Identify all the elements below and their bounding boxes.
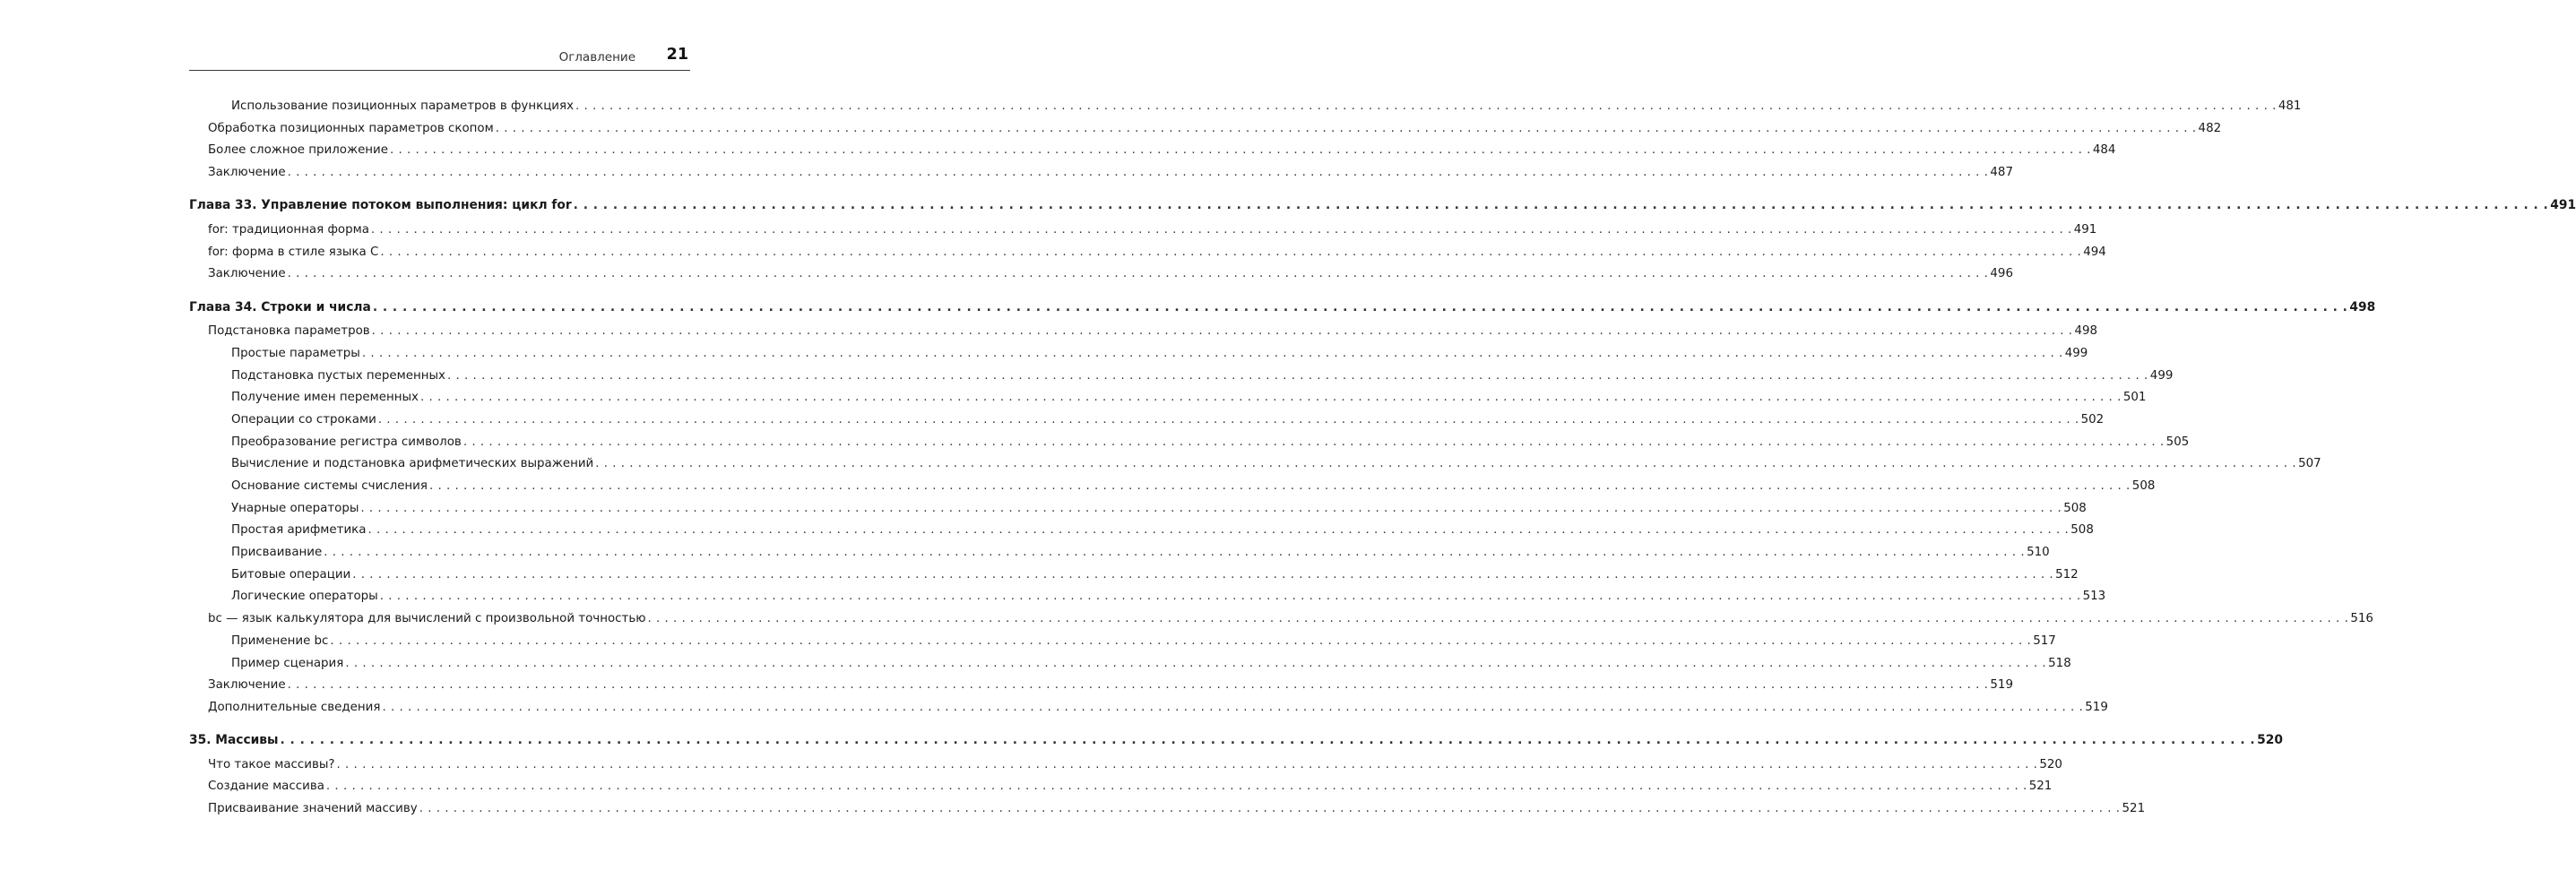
dot-leader: . . . . . . . . . . . . . . . . . . . . . . . . . . . . . . . . . . . . . . . . . . . . . . . . . . . . . . . . . . . . . . . . . . . . . . . . . . . . . . . . . . . . . . . . . . . . . . . . . . . . . . . . . . . . . . . . . . . . . . . . . . . . . . . . . . . . . . . . . . . . . . . . . . . . . . . . . . . . . . . . . . . . . . . . . . . . . . . . . . . . . . . . . . . . . . . . . . . . . . . . bbox=[462, 435, 2165, 449]
toc-entry bbox=[189, 479, 2156, 502]
toc-entry-title: Глава 34. Строки и числа bbox=[189, 299, 371, 314]
toc-entry bbox=[189, 523, 2094, 546]
dot-leader: . . . . . . . . . . . . . . . . . . . . . . . . . . . . . . . . . . . . . . . . . . . . . . . . . . . . . . . . . . . . . . . . . . . . . . . . . . . . . . . . . . . . . . . . . . . . . . . . . . . . . . . . . . . . . . . . . . . . . . . . . . . . . . . . . . . . . . . . . . . . . . . . . . . . . . . . . . . . . . . . . . . . . . . . . . . . . . . . . . . . . . . . . . . . . . . . . . . . . . . . bbox=[330, 633, 2032, 648]
dot-leader: . . . . . . . . . . . . . . . . . . . . . . . . . . . . . . . . . . . . . . . . . . . . . . . . . . . . . . . . . . . . . . . . . . . . . . . . . . . . . . . . . . . . . . . . . . . . . . . . . . . . . . . . . . . . . . . . . . . . . . . . . . . . . . . . . . . . . . . . . . . . . . . . . . . . . . . . . . . . . . . . . . . . . . . . . . . . . . . . . . . . . . . . . . . . . . . . . . . . . . . . bbox=[390, 143, 2091, 158]
toc-entry-title: Присваивание значений массиву bbox=[208, 802, 418, 816]
toc-entry-page: 520 bbox=[2257, 733, 2283, 748]
toc-entry bbox=[189, 678, 2013, 701]
dot-leader: . . . . . . . . . . . . . . . . . . . . . . . . . . . . . . . . . . . . . . . . . . . . . . . . . . . . . . . . . . . . . . . . . . . . . . . . . . . . . . . . . . . . . . . . . . . . . . . . . . . . . . . . . . . . . . . . . . . . . . . . . . . . . . . . . . . . . . . . . . . . . . . . . . . . . . . . . . . . . . . . . . . . . . . . . . . . . . . . . . . . . . . . . . . . . . . . . . . . . . . . bbox=[372, 299, 2348, 314]
dot-leader: . . . . . . . . . . . . . . . . . . . . . . . . . . . . . . . . . . . . . . . . . . . . . . . . . . . . . . . . . . . . . . . . . . . . . . . . . . . . . . . . . . . . . . . . . . . . . . . . . . . . . . . . . . . . . . . . . . . . . . . . . . . . . . . . . . . . . . . . . . . . . . . . . . . . . . . . . . . . . . . . . . . . . . . . . . . . . . . . . . . . . . . . . . . . . . . . . . . . . . . . bbox=[336, 757, 2038, 771]
dot-leader: . . . . . . . . . . . . . . . . . . . . . . . . . . . . . . . . . . . . . . . . . . . . . . . . . . . . . . . . . . . . . . . . . . . . . . . . . . . . . . . . . . . . . . . . . . . . . . . . . . . . . . . . . . . . . . . . . . . . . . . . . . . . . . . . . . . . . . . . . . . . . . . . . . . . . . . . . . . . . . . . . . . . . . . . . . . . . . . . . . . . . . . . . . . . . . . . . . . . . . . . bbox=[361, 346, 2063, 360]
toc-entry-page: 491 bbox=[2550, 198, 2576, 213]
dot-leader: . . . . . . . . . . . . . . . . . . . . . . . . . . . . . . . . . . . . . . . . . . . . . . . . . . . . . . . . . . . . . . . . . . . . . . . . . . . . . . . . . . . . . . . . . . . . . . . . . . . . . . . . . . . . . . . . . . . . . . . . . . . . . . . . . . . . . . . . . . . . . . . . . . . . . . . . . . . . . . . . . . . . . . . . . . . . . . . . . . . . . . . . . . . . . . . . . . . . . . . . bbox=[360, 501, 2062, 515]
toc-entry-page: 520 bbox=[2039, 757, 2062, 771]
toc-entry bbox=[189, 267, 2013, 289]
toc-entry-title: Подстановка параметров bbox=[208, 324, 370, 339]
toc-entry-title: Более сложное приложение bbox=[208, 143, 388, 158]
toc-entry-page: 502 bbox=[2080, 412, 2105, 426]
toc-entry bbox=[189, 121, 2222, 144]
toc-entry bbox=[189, 166, 2013, 188]
toc-entry-page: 510 bbox=[2027, 546, 2050, 560]
toc-entry-page: 496 bbox=[1990, 267, 2013, 281]
toc-entry-page: 519 bbox=[2085, 700, 2108, 714]
toc-entry-page: 508 bbox=[2070, 523, 2094, 538]
toc-entry bbox=[189, 656, 2071, 679]
dot-leader: . . . . . . . . . . . . . . . . . . . . . . . . . . . . . . . . . . . . . . . . . . . . . . . . . . . . . . . . . . . . . . . . . . . . . . . . . . . . . . . . . . . . . . . . . . . . . . . . . . . . . . . . . . . . . . . . . . . . . . . . . . . . . . . . . . . . . . . . . . . . . . . . . . . . . . . . . . . . . . . . . . . . . . . . . . . . . . . . . . . . . . . . . . . . . . . . . . . . . . . . bbox=[371, 324, 2073, 339]
toc-entry-title: Унарные операторы bbox=[231, 501, 359, 515]
toc-entry bbox=[189, 633, 2056, 657]
toc-entry-title: for: традиционная форма bbox=[208, 222, 369, 237]
toc-entry-page: 487 bbox=[1990, 166, 2013, 180]
toc-entry bbox=[189, 501, 2087, 524]
toc-entry-page: 494 bbox=[2083, 245, 2106, 259]
toc-entry bbox=[189, 590, 2106, 612]
toc-entry bbox=[189, 245, 2106, 268]
dot-leader: . . . . . . . . . . . . . . . . . . . . . . . . . . . . . . . . . . . . . . . . . . . . . . . . . . . . . . . . . . . . . . . . . . . . . . . . . . . . . . . . . . . . . . . . . . . . . . . . . . . . . . . . . . . . . . . . . . . . . . . . . . . . . . . . . . . . . . . . . . . . . . . . . . . . . . . . . . . . . . . . . . . . . . . . . . . . . . . . . . . . . . . . . . . . . . . . . . . . . . . . bbox=[595, 457, 2297, 471]
toc-entry bbox=[189, 391, 2147, 413]
toc-entry-title: Подстановка пустых переменных bbox=[231, 368, 445, 383]
dot-leader: . . . . . . . . . . . . . . . . . . . . . . . . . . . . . . . . . . . . . . . . . . . . . . . . . . . . . . . . . . . . . . . . . . . . . . . . . . . . . . . . . . . . . . . . . . . . . . . . . . . . . . . . . . . . . . . . . . . . . . . . . . . . . . . . . . . . . . . . . . . . . . . . . . . . . . . . . . . . . . . . . . . . . . . . . . . . . . . . . . . . . . . . . . . . . . . . . . . . . . . . bbox=[324, 546, 2026, 560]
toc-entry-page: 508 bbox=[2131, 479, 2156, 493]
toc-entry-title: Применение bc bbox=[231, 633, 329, 648]
toc-entry-title: bc — язык калькулятора для вычислений с произвольной точностью bbox=[208, 612, 646, 626]
toc-entry bbox=[189, 435, 2190, 458]
toc-entry-title: for: форма в стиле языка C bbox=[208, 245, 379, 259]
toc-entry bbox=[189, 412, 2105, 435]
table-of-contents bbox=[189, 99, 2576, 824]
toc-entry-title: Присваивание bbox=[231, 546, 323, 560]
toc-entry-page: 519 bbox=[1990, 678, 2013, 693]
dot-leader: . . . . . . . . . . . . . . . . . . . . . . . . . . . . . . . . . . . . . . . . . . . . . . . . . . . . . . . . . . . . . . . . . . . . . . . . . . . . . . . . . . . . . . . . . . . . . . . . . . . . . . . . . . . . . . . . . . . . . . . . . . . . . . . . . . . . . . . . . . . . . . . . . . . . . . . . . . . . . . . . . . . . . . . . . . . . . . . . . . . . . . . . . . . . . . . . . . . . . . . . bbox=[419, 802, 2121, 816]
toc-entry-title: Создание массива bbox=[208, 780, 324, 794]
toc-entry-page: 481 bbox=[2278, 99, 2302, 113]
dot-leader: . . . . . . . . . . . . . . . . . . . . . . . . . . . . . . . . . . . . . . . . . . . . . . . . . . . . . . . . . . . . . . . . . . . . . . . . . . . . . . . . . . . . . . . . . . . . . . . . . . . . . . . . . . . . . . . . . . . . . . . . . . . . . . . . . . . . . . . . . . . . . . . . . . . . . . . . . . . . . . . . . . . . . . . . . . . . . . . . . . . . . . . . . . . . . . . . . . . . . . . . bbox=[379, 590, 2081, 604]
toc-entry-page: 521 bbox=[2122, 802, 2146, 816]
toc-entry bbox=[189, 99, 2302, 122]
dot-leader: . . . . . . . . . . . . . . . . . . . . . . . . . . . . . . . . . . . . . . . . . . . . . . . . . . . . . . . . . . . . . . . . . . . . . . . . . . . . . . . . . . . . . . . . . . . . . . . . . . . . . . . . . . . . . . . . . . . . . . . . . . . . . . . . . . . . . . . . . . . . . . . . . . . . . . . . . . . . . . . . . . . . . . . . . . . . . . . . . . . . . . . . . . . . . . . . . . . . . . . . bbox=[370, 222, 2072, 237]
toc-entry-title: Заключение bbox=[208, 267, 286, 281]
toc-entry-title: Что такое массивы? bbox=[208, 757, 335, 771]
toc-entry-page: 517 bbox=[2033, 633, 2056, 648]
toc-entry-title: Использование позиционных параметров в функциях bbox=[231, 99, 574, 113]
toc-entry-page: 499 bbox=[2064, 346, 2088, 360]
toc-entry-page: 482 bbox=[2198, 121, 2222, 135]
dot-leader: . . . . . . . . . . . . . . . . . . . . . . . . . . . . . . . . . . . . . . . . . . . . . . . . . . . . . . . . . . . . . . . . . . . . . . . . . . . . . . . . . . . . . . . . . . . . . . . . . . . . . . . . . . . . . . . . . . . . . . . . . . . . . . . . . . . . . . . . . . . . . . . . . . . . . . . . . . . . . . . . . . . . . . . . . . . . . . . . . . . . . . . . . . . . . . . . . . . . . . . . bbox=[380, 245, 2082, 259]
toc-entry-page: 499 bbox=[2149, 368, 2174, 383]
toc-entry bbox=[189, 612, 2373, 634]
toc-entry-page: 484 bbox=[2092, 143, 2116, 158]
dot-leader: . . . . . . . . . . . . . . . . . . . . . . . . . . . . . . . . . . . . . . . . . . . . . . . . . . . . . . . . . . . . . . . . . . . . . . . . . . . . . . . . . . . . . . . . . . . . . . . . . . . . . . . . . . . . . . . . . . . . . . . . . . . . . . . . . . . . . . . . . . . . . . . . . . . . . . . . . . . . . . . . . . . . . . . . . . . . . . . . . . . . . . . . . . . . . . . . . . . . . . . . bbox=[647, 612, 2349, 626]
toc-entry-title: Операции со строками bbox=[231, 412, 376, 426]
dot-leader: . . . . . . . . . . . . . . . . . . . . . . . . . . . . . . . . . . . . . . . . . . . . . . . . . . . . . . . . . . . . . . . . . . . . . . . . . . . . . . . . . . . . . . . . . . . . . . . . . . . . . . . . . . . . . . . . . . . . . . . . . . . . . . . . . . . . . . . . . . . . . . . . . . . . . . . . . . . . . . . . . . . . . . . . . . . . . . . . . . . . . . . . . . . . . . . . . . . . . . . . bbox=[367, 523, 2070, 538]
toc-entry-title: Получение имен переменных bbox=[231, 391, 419, 405]
toc-entry bbox=[189, 757, 2062, 780]
toc-entry-title: Преобразование регистра символов bbox=[231, 435, 462, 449]
dot-leader: . . . . . . . . . . . . . . . . . . . . . . . . . . . . . . . . . . . . . . . . . . . . . . . . . . . . . . . . . . . . . . . . . . . . . . . . . . . . . . . . . . . . . . . . . . . . . . . . . . . . . . . . . . . . . . . . . . . . . . . . . . . . . . . . . . . . . . . . . . . . . . . . . . . . . . . . . . . . . . . . . . . . . . . . . . . . . . . . . . . . . . . . . . . . . . . . . . . . . . . . bbox=[573, 198, 2549, 213]
toc-entry-title: Простая арифметика bbox=[231, 523, 367, 538]
toc-entry-page: 491 bbox=[2073, 222, 2097, 237]
toc-entry-page: 498 bbox=[2349, 299, 2376, 314]
toc-entry-page: 501 bbox=[2122, 391, 2147, 405]
running-header bbox=[189, 45, 690, 71]
toc-entry-page: 516 bbox=[2350, 612, 2373, 626]
toc-entry bbox=[189, 324, 2098, 347]
toc-entry-title: Битовые операции bbox=[231, 567, 351, 582]
toc-entry-title: 35. Массивы bbox=[189, 733, 279, 748]
toc-entry-page: 508 bbox=[2063, 501, 2087, 515]
toc-entry-title: Вычисление и подстановка арифметических выражений bbox=[231, 457, 594, 471]
toc-entry-page: 521 bbox=[2028, 780, 2053, 794]
toc-entry bbox=[189, 346, 2088, 369]
toc-chapter-entry bbox=[189, 733, 2283, 755]
toc-chapter-entry bbox=[189, 299, 2376, 323]
dot-leader: . . . . . . . . . . . . . . . . . . . . . . . . . . . . . . . . . . . . . . . . . . . . . . . . . . . . . . . . . . . . . . . . . . . . . . . . . . . . . . . . . . . . . . . . . . . . . . . . . . . . . . . . . . . . . . . . . . . . . . . . . . . . . . . . . . . . . . . . . . . . . . . . . . . . . . . . . . . . . . . . . . . . . . . . . . . . . . . . . . . . . . . . . . . . . . . . . . . . . . . . bbox=[446, 368, 2148, 383]
running-header-title: Оглавление bbox=[558, 50, 635, 65]
dot-leader: . . . . . . . . . . . . . . . . . . . . . . . . . . . . . . . . . . . . . . . . . . . . . . . . . . . . . . . . . . . . . . . . . . . . . . . . . . . . . . . . . . . . . . . . . . . . . . . . . . . . . . . . . . . . . . . . . . . . . . . . . . . . . . . . . . . . . . . . . . . . . . . . . . . . . . . . . . . . . . . . . . . . . . . . . . . . . . . . . . . . . . . . . . . . . . . . . . . . . . . . bbox=[345, 656, 2047, 670]
toc-entry-title: Глава 33. Управление потоком выполнения: цикл for bbox=[189, 198, 572, 213]
dot-leader: . . . . . . . . . . . . . . . . . . . . . . . . . . . . . . . . . . . . . . . . . . . . . . . . . . . . . . . . . . . . . . . . . . . . . . . . . . . . . . . . . . . . . . . . . . . . . . . . . . . . . . . . . . . . . . . . . . . . . . . . . . . . . . . . . . . . . . . . . . . . . . . . . . . . . . . . . . . . . . . . . . . . . . . . . . . . . . . . . . . . . . . . . . . . . . . . . . . . . . . . bbox=[287, 678, 1989, 693]
toc-entry bbox=[189, 368, 2174, 392]
dot-leader: . . . . . . . . . . . . . . . . . . . . . . . . . . . . . . . . . . . . . . . . . . . . . . . . . . . . . . . . . . . . . . . . . . . . . . . . . . . . . . . . . . . . . . . . . . . . . . . . . . . . . . . . . . . . . . . . . . . . . . . . . . . . . . . . . . . . . . . . . . . . . . . . . . . . . . . . . . . . . . . . . . . . . . . . . . . . . . . . . . . . . . . . . . . . . . . . . . . . . . . . bbox=[287, 267, 1989, 281]
dot-leader: . . . . . . . . . . . . . . . . . . . . . . . . . . . . . . . . . . . . . . . . . . . . . . . . . . . . . . . . . . . . . . . . . . . . . . . . . . . . . . . . . . . . . . . . . . . . . . . . . . . . . . . . . . . . . . . . . . . . . . . . . . . . . . . . . . . . . . . . . . . . . . . . . . . . . . . . . . . . . . . . . . . . . . . . . . . . . . . . . . . . . . . . . . . . . . . . . . . . . . . . bbox=[495, 121, 2197, 135]
toc-entry bbox=[189, 700, 2108, 723]
dot-leader: . . . . . . . . . . . . . . . . . . . . . . . . . . . . . . . . . . . . . . . . . . . . . . . . . . . . . . . . . . . . . . . . . . . . . . . . . . . . . . . . . . . . . . . . . . . . . . . . . . . . . . . . . . . . . . . . . . . . . . . . . . . . . . . . . . . . . . . . . . . . . . . . . . . . . . . . . . . . . . . . . . . . . . . . . . . . . . . . . . . . . . . . . . . . . . . . . . . . . . . . bbox=[325, 780, 2027, 794]
toc-entry-page: 518 bbox=[2048, 656, 2071, 670]
toc-entry bbox=[189, 567, 2079, 590]
toc-entry bbox=[189, 780, 2053, 802]
dot-leader: . . . . . . . . . . . . . . . . . . . . . . . . . . . . . . . . . . . . . . . . . . . . . . . . . . . . . . . . . . . . . . . . . . . . . . . . . . . . . . . . . . . . . . . . . . . . . . . . . . . . . . . . . . . . . . . . . . . . . . . . . . . . . . . . . . . . . . . . . . . . . . . . . . . . . . . . . . . . . . . . . . . . . . . . . . . . . . . . . . . . . . . . . . . . . . . . . . . . . . . . bbox=[575, 99, 2277, 113]
toc-entry-title: Пример сценария bbox=[231, 656, 344, 670]
toc-entry bbox=[189, 546, 2050, 568]
toc-entry-title: Заключение bbox=[208, 166, 286, 180]
toc-entry-page: 507 bbox=[2298, 457, 2321, 471]
dot-leader: . . . . . . . . . . . . . . . . . . . . . . . . . . . . . . . . . . . . . . . . . . . . . . . . . . . . . . . . . . . . . . . . . . . . . . . . . . . . . . . . . . . . . . . . . . . . . . . . . . . . . . . . . . . . . . . . . . . . . . . . . . . . . . . . . . . . . . . . . . . . . . . . . . . . . . . . . . . . . . . . . . . . . . . . . . . . . . . . . . . . . . . . . . . . . . . . . . . . . . . . bbox=[377, 412, 2079, 426]
toc-entry-title: Основание системы счисления bbox=[231, 479, 428, 493]
dot-leader: . . . . . . . . . . . . . . . . . . . . . . . . . . . . . . . . . . . . . . . . . . . . . . . . . . . . . . . . . . . . . . . . . . . . . . . . . . . . . . . . . . . . . . . . . . . . . . . . . . . . . . . . . . . . . . . . . . . . . . . . . . . . . . . . . . . . . . . . . . . . . . . . . . . . . . . . . . . . . . . . . . . . . . . . . . . . . . . . . . . . . . . . . . . . . . . . . . . . . . . . bbox=[352, 567, 2054, 582]
page-number: 21 bbox=[666, 46, 688, 64]
toc-entry-title: Простые параметры bbox=[231, 346, 360, 360]
toc-entry-title: Обработка позиционных параметров скопом bbox=[208, 121, 494, 135]
toc-entry-page: 505 bbox=[2165, 435, 2190, 449]
dot-leader: . . . . . . . . . . . . . . . . . . . . . . . . . . . . . . . . . . . . . . . . . . . . . . . . . . . . . . . . . . . . . . . . . . . . . . . . . . . . . . . . . . . . . . . . . . . . . . . . . . . . . . . . . . . . . . . . . . . . . . . . . . . . . . . . . . . . . . . . . . . . . . . . . . . . . . . . . . . . . . . . . . . . . . . . . . . . . . . . . . . . . . . . . . . . . . . . . . . . . . . . bbox=[419, 391, 2122, 405]
toc-entry bbox=[189, 802, 2146, 824]
dot-leader: . . . . . . . . . . . . . . . . . . . . . . . . . . . . . . . . . . . . . . . . . . . . . . . . . . . . . . . . . . . . . . . . . . . . . . . . . . . . . . . . . . . . . . . . . . . . . . . . . . . . . . . . . . . . . . . . . . . . . . . . . . . . . . . . . . . . . . . . . . . . . . . . . . . . . . . . . . . . . . . . . . . . . . . . . . . . . . . . . . . . . . . . . . . . . . . . . . . . . . . . bbox=[382, 700, 2084, 714]
toc-entry-title: Логические операторы bbox=[231, 590, 378, 604]
toc-entry-title: Дополнительные сведения bbox=[208, 700, 381, 714]
toc-entry-page: 513 bbox=[2082, 590, 2106, 604]
toc-entry bbox=[189, 143, 2116, 166]
dot-leader: . . . . . . . . . . . . . . . . . . . . . . . . . . . . . . . . . . . . . . . . . . . . . . . . . . . . . . . . . . . . . . . . . . . . . . . . . . . . . . . . . . . . . . . . . . . . . . . . . . . . . . . . . . . . . . . . . . . . . . . . . . . . . . . . . . . . . . . . . . . . . . . . . . . . . . . . . . . . . . . . . . . . . . . . . . . . . . . . . . . . . . . . . . . . . . . . . . . . . . . . bbox=[428, 479, 2131, 493]
dot-leader: . . . . . . . . . . . . . . . . . . . . . . . . . . . . . . . . . . . . . . . . . . . . . . . . . . . . . . . . . . . . . . . . . . . . . . . . . . . . . . . . . . . . . . . . . . . . . . . . . . . . . . . . . . . . . . . . . . . . . . . . . . . . . . . . . . . . . . . . . . . . . . . . . . . . . . . . . . . . . . . . . . . . . . . . . . . . . . . . . . . . . . . . . . . . . . . . . . . . . . . . bbox=[280, 733, 2256, 748]
dot-leader: . . . . . . . . . . . . . . . . . . . . . . . . . . . . . . . . . . . . . . . . . . . . . . . . . . . . . . . . . . . . . . . . . . . . . . . . . . . . . . . . . . . . . . . . . . . . . . . . . . . . . . . . . . . . . . . . . . . . . . . . . . . . . . . . . . . . . . . . . . . . . . . . . . . . . . . . . . . . . . . . . . . . . . . . . . . . . . . . . . . . . . . . . . . . . . . . . . . . . . . . bbox=[287, 166, 1989, 180]
toc-entry bbox=[189, 457, 2321, 479]
toc-chapter-entry bbox=[189, 198, 2576, 220]
toc-entry-page: 498 bbox=[2074, 324, 2098, 339]
toc-entry bbox=[189, 222, 2097, 246]
toc-entry-page: 512 bbox=[2055, 567, 2079, 582]
toc-entry-title: Заключение bbox=[208, 678, 286, 693]
